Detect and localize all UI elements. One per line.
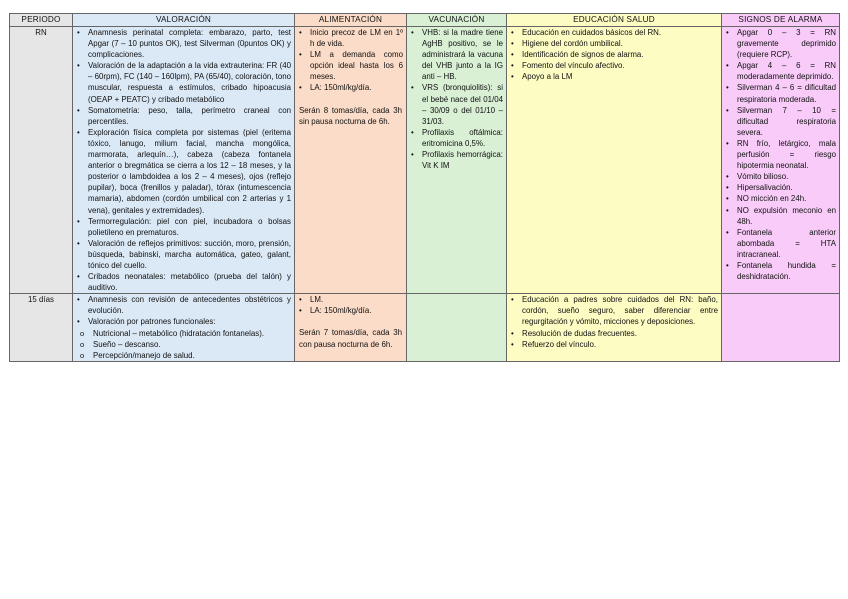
header-row [10,14,840,27]
list-item: • Hipersalivación. [737,182,836,193]
list-item: • NO micción en 24h. [737,193,836,204]
alimentacion-list [295,294,406,316]
list-item: o Nutricional – metabólico (hidratación fontanelas). [93,328,291,339]
signos-list [722,27,839,282]
list-item: • LA: 150ml/kg/día. [310,305,403,316]
table-row-15-dias [10,294,840,362]
list-item: o Sueño – descanso. [93,339,291,350]
list-item: • LM a demanda como opción ideal hasta los 6 meses. [310,49,403,82]
list-item: • Exploración física completa por sistemas (piel (eritema tóxico, lanugo, milium facial, mancha mongólica, marmorata, arlequín…), cabeza (cabeza fontanela anterior o bregmática se cierra a los 12 – 18 meses, y la posterior o lambdoidea a los 2 – 4 meses), ojos (reflejo pupilar), boca (frenillos y paladar), tórax (intumescencia mamaria), abdomen (cordón umbilical con 2 arterias y 1 vena), genitales y extremidades). [88,127,291,216]
list-item: • RN frío, letárgico, mala perfusión = riesgo hipotermia neonatal. [737,138,836,171]
list-item: • Cribados neonatales: metabólico (prueba del talón) y auditivo. [88,271,291,293]
list-item: • Anamnesis con revisión de antecedentes obstétricos y evolución. [88,294,291,316]
header-vacunacion: VACUNACIÓN [407,14,507,27]
valoracion-list [73,294,294,327]
list-item: • Inicio precoz de LM en 1º h de vida. [310,27,403,49]
care-plan-table [9,13,840,362]
list-item: • Termorregulación: piel con piel, incubadora o bolsas polietileno en prematuros. [88,216,291,238]
list-item: • Valoración de la adaptación a la vida extrauterina: FR (40 – 60rpm), FC (140 – 160lpm), PA (65/40), coloración, tono muscular, respuesta a estímulos, cribado hipoacusia (OEAP + PEATC) y cribado metabólico [88,60,291,104]
educacion-cell [507,294,722,362]
list-item: • Profilaxis oftálmica: eritromicina 0,5%. [422,127,503,149]
alimentacion-note: Serán 7 tomas/día, cada 3h con pausa nocturna de 6h. [299,328,402,349]
list-item: • Fontanela anterior abombada = HTA intracraneal. [737,227,836,260]
list-item: • LA: 150ml/kg/día. [310,82,403,93]
alimentacion-list [295,27,406,94]
educacion-cell [507,27,722,294]
list-item: • Fontanela hundida = deshidratación. [737,260,836,282]
list-item: • Apgar 4 – 6 = RN moderadamente deprimido. [737,60,836,82]
header-alimentacion: ALIMENTACIÓN [295,14,407,27]
list-item: • NO expulsión meconio en 48h. [737,205,836,227]
list-item: • Valoración de reflejos primitivos: succión, moro, prensión, búsqueda, babinski, marcha automática, gateo, galant, tónico del cuello. [88,238,291,271]
list-item: o Percepción/manejo de salud. [93,350,291,361]
list-item: • Refuerzo del vínculo. [522,339,718,350]
header-valoracion: VALORACIÓN [73,14,295,27]
list-item: • Silverman 4 – 6 = dificultad respiratoria moderada. [737,82,836,104]
period-cell [10,294,73,362]
header-educacion: EDUCACIÓN SALUD [507,14,722,27]
vacunacion-list [407,27,506,171]
valoracion-cell [73,294,295,362]
alimentacion-note: Serán 8 tomas/día, cada 3h sin pausa nocturna de 6h. [299,105,402,126]
alimentacion-cell [295,294,407,362]
list-item: • Educación a padres sobre cuidados del RN: baño, cordón, sueño seguro, saber diferenciar entre regurgitación y vómito, micciones y deposiciones. [522,294,718,327]
list-item: • Apgar 0 – 3 = RN gravemente deprimido (requiere RCP). [737,27,836,60]
signos-cell [722,27,840,294]
header-signos: SIGNOS DE ALARMA [722,14,840,27]
list-item: • Identificación de signos de alarma. [522,49,718,60]
valoracion-list [73,27,294,293]
valoracion-sublist [73,328,294,361]
period-label: RN [35,28,47,37]
alimentacion-cell [295,27,407,294]
list-item: • Apoyo a la LM [522,71,718,82]
list-item: • Silverman 7 – 10 = dificultad respiratoria severa. [737,105,836,138]
list-item: • Resolución de dudas frecuentes. [522,328,718,339]
list-item: • VRS (bronquiolitis): si el bebé nace del 01/04 – 30/09 o del 01/10 – 31/03. [422,82,503,126]
header-periodo: PERIODO [10,14,73,27]
list-item: • Valoración por patrones funcionales: [88,316,291,327]
period-label: 15 días [28,295,54,305]
list-item: • Anamnesis perinatal completa: embarazo, parto, test Apgar (7 – 10 puntos OK), test Silverman (0puntos OK) y complicaciones. [88,27,291,60]
list-item: • VHB: si la madre tiene AgHB positivo, se le administrará la vacuna del VHB junto a la IG anti – HB. [422,27,503,82]
vacunacion-cell [407,27,507,294]
list-item: • Higiene del cordón umbilical. [522,38,718,49]
list-item: • Fomento del vínculo afectivo. [522,60,718,71]
period-cell [10,27,73,294]
care-plan-table-wrapper [9,13,840,362]
signos-cell [722,294,840,362]
list-item: • Profilaxis hemorrágica: Vit K IM [422,149,503,171]
list-item: • Somatometría: peso, talla, perímetro craneal con percentiles. [88,105,291,127]
table-row-rn [10,27,840,294]
list-item: • LM. [310,294,403,305]
list-item: • Educación en cuidados básicos del RN. [522,27,718,38]
valoracion-cell [73,27,295,294]
list-item: • Vómito bilioso. [737,171,836,182]
educacion-list [507,27,721,82]
vacunacion-cell [407,294,507,362]
educacion-list [507,294,721,349]
